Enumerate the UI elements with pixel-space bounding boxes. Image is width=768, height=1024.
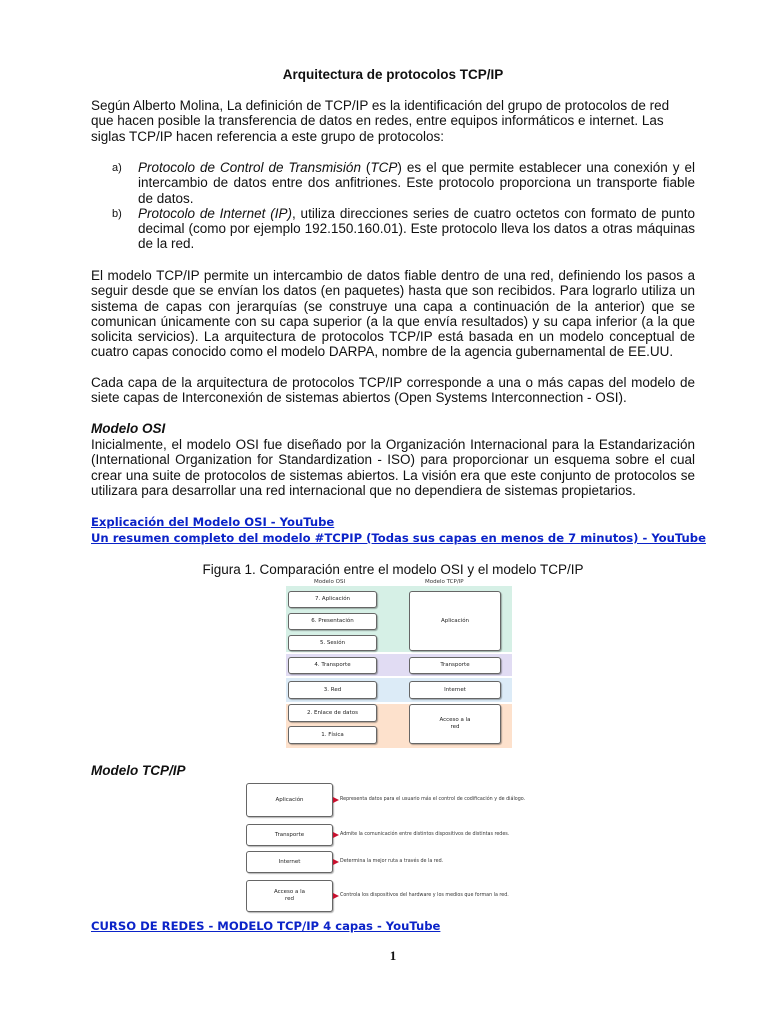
intro-paragraph: Según Alberto Molina, La definición de TCP/IP es la identificación del grupo de protocolos de red que hacen posible la transferencia de datos en redes, entre equipos informáticos e internet. Las siglas TCP/IP hacen referencia a este grupo de protocolos: [91,98,670,144]
paren-close: ) [397,160,402,175]
tcpip-layers-diagram [241,776,546,914]
document-title: Arquitectura de protocolos TCP/IP [282,67,504,82]
arrow-right-icon [333,797,339,803]
tcpip-layer-aplicacion: Aplicación [246,783,333,817]
tcpip-layer-acceso: Acceso a la red [246,880,333,912]
tcpip-desc-acceso: Controla los dispositivos del hardware y los medios que forman la red. [340,893,509,898]
arrow-right-icon [333,859,339,865]
list-text: es el que permite establecer una conexión y el intercambio de datos entre dos anfitriones. Este protocolo proporciona un transporte fiable de datos. [138,160,695,206]
tcpip-desc-aplicacion: Representa datos para el usuario más el control de codificación y de diálogo. [340,797,526,802]
list-text: , utiliza direcciones series de cuatro octetos con formato de punto decimal (como por ejemplo 192.150.160.01). Este protocolo lleva los datos a otras máquinas de la red. [138,205,696,252]
tcp-layer-transporte: Transporte [409,657,501,674]
tcp-layer-internet: Internet [409,681,501,699]
link-curso-redes[interactable]: CURSO DE REDES - MODELO TCP/IP 4 capas - YouTube [91,919,441,933]
figure-1-caption: Figura 1. Comparación entre el modelo OSI y el modelo TCP/IP [202,562,584,577]
page-number: 1 [389,948,397,963]
tcp-layer-acceso: Acceso a la red [409,704,501,744]
tcpip-desc-transporte: Admite la comunicación entre distintos dispositivos de distintas redes. [340,832,510,837]
osi-layer-3: 3. Red [288,681,377,699]
list-term: Protocolo de Internet (IP) [138,205,292,221]
list-abbr: TCP [370,160,398,175]
list-item [91,160,695,206]
link-resumen-tcpip[interactable]: Un resumen completo del modelo #TCPIP (Todas sus capas en menos de 7 minutos) - YouTube [91,531,706,545]
osi-layer-1: 1. Física [288,726,377,744]
heading-modelo-osi: Modelo OSI [91,421,166,436]
osi-layer-7: 7. Aplicación [288,591,377,608]
col-header-osi: Modelo OSI [314,579,346,585]
col-header-tcp: Modelo TCP/IP [425,579,464,585]
tcpip-desc-internet: Determina la mejor ruta a través de la red. [340,859,444,864]
link-explicacion-osi[interactable]: Explicación del Modelo OSI - YouTube [91,515,335,529]
heading-modelo-tcpip: Modelo TCP/IP [91,763,186,778]
arrow-right-icon [333,832,339,838]
paren-open: ( [360,160,371,175]
osi-layer-4: 4. Transporte [288,657,377,674]
osi-vs-tcpip-diagram [286,578,512,748]
tcpip-layer-internet: Internet [246,851,333,873]
list-item [91,206,695,252]
protocol-list [91,160,695,252]
list-term: Protocolo de Control de Transmisión [138,160,361,175]
osi-layer-2: 2. Enlace de datos [288,704,377,722]
tcpip-paragraph: El modelo TCP/IP permite un intercambio de datos fiable dentro de una red, definiendo los pasos a seguir desde que se envían los datos (en paquetes) hasta que son recibidos. Para lograrlo utiliza un sistema de capas con jerarquías (se construye una capa a continuación de la anterior) que se comunican únicamente con su capa superior (a la que envía resultados) y su capa inferior (a la que solicita servicios). La arquitectura de protocolos TCP/IP está basada en un modelo conceptual de cuatro capas conocido como el modelo DARPA, nombre de la agencia gubernamental de EE.UU. [91,268,695,360]
list-marker: a) [112,162,122,174]
osi-layer-6: 6. Presentación [288,613,377,630]
arrow-right-icon [333,893,339,899]
osi-paragraph: Inicialmente, el modelo OSI fue diseñado por la Organización Internacional para la Estandarización (International Organization for Standardization - ISO) para proporcionar un esquema sobre el cual crear una suite de protocolos de sistemas abiertos. La visión era que este conjunto de protocolos se utilizara para desarrollar una red internacional que no dependiera de sistemas propietarios. [91,437,695,498]
tcpip-layer-transporte: Transporte [246,824,333,846]
osi-correspondence-paragraph: Cada capa de la arquitectura de protocolos TCP/IP corresponde a una o más capas del modelo de siete capas de Interconexión de sistemas abiertos (Open Systems Interconnection - OSI). [91,375,695,406]
osi-layer-5: 5. Sesión [288,635,377,651]
tcp-layer-aplicacion: Aplicación [409,591,501,651]
list-marker: b) [112,207,122,220]
